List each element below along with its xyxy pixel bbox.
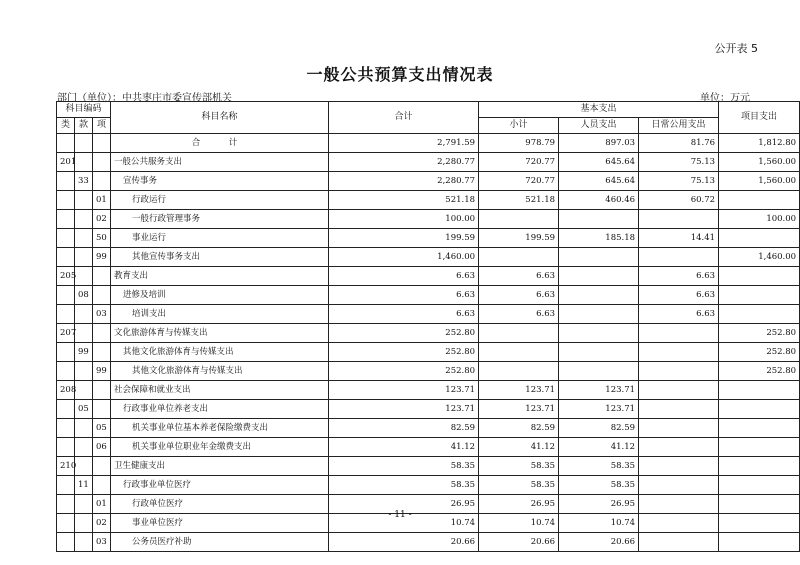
cell-name: 进修及培训 — [111, 286, 329, 305]
cell-name: 行政事业单位医疗 — [111, 476, 329, 495]
cell-project: 1,560.00 — [719, 172, 800, 191]
cell-project — [719, 400, 800, 419]
cell-xiang: 03 — [93, 305, 111, 324]
cell-lei: 205 — [57, 267, 75, 286]
cell-total: 58.35 — [329, 476, 479, 495]
cell-public — [639, 248, 719, 267]
cell-lei — [57, 248, 75, 267]
table-row — [57, 172, 800, 191]
cell-public: 6.63 — [639, 267, 719, 286]
cell-subtotal — [479, 362, 559, 381]
cell-name: 其他宣传事务支出 — [111, 248, 329, 267]
cell-xiang: 02 — [93, 514, 111, 533]
cell-personnel: 185.18 — [559, 229, 639, 248]
cell-kuan — [75, 419, 93, 438]
cell-public: 81.76 — [639, 134, 719, 153]
cell-public — [639, 381, 719, 400]
cell-xiang: 02 — [93, 210, 111, 229]
cell-name: 行政事业单位养老支出 — [111, 400, 329, 419]
cell-project — [719, 229, 800, 248]
cell-name: 行政运行 — [111, 191, 329, 210]
cell-lei — [57, 286, 75, 305]
cell-public — [639, 457, 719, 476]
cell-kuan — [75, 210, 93, 229]
cell-name: 卫生健康支出 — [111, 457, 329, 476]
cell-lei — [57, 438, 75, 457]
cell-total: 2,280.77 — [329, 172, 479, 191]
cell-total: 123.71 — [329, 381, 479, 400]
table-row — [57, 419, 800, 438]
cell-project — [719, 381, 800, 400]
header-kuan: 款 — [75, 118, 93, 134]
cell-xiang — [93, 400, 111, 419]
cell-personnel: 26.95 — [559, 495, 639, 514]
cell-subtotal: 720.77 — [479, 172, 559, 191]
cell-name: 机关事业单位基本养老保险缴费支出 — [111, 419, 329, 438]
cell-project: 100.00 — [719, 210, 800, 229]
cell-xiang: 01 — [93, 495, 111, 514]
cell-name: 一般公共服务支出 — [111, 153, 329, 172]
table-row — [57, 134, 800, 153]
cell-lei: 208 — [57, 381, 75, 400]
header-project: 项目支出 — [719, 102, 800, 134]
cell-name: 公务员医疗补助 — [111, 533, 329, 552]
cell-project — [719, 476, 800, 495]
cell-lei: 210 — [57, 457, 75, 476]
table-row — [57, 324, 800, 343]
cell-subtotal — [479, 343, 559, 362]
cell-lei — [57, 362, 75, 381]
cell-lei — [57, 210, 75, 229]
header-lei: 类 — [57, 118, 75, 134]
cell-lei: 207 — [57, 324, 75, 343]
cell-project: 1,560.00 — [719, 153, 800, 172]
header-name: 科目名称 — [111, 102, 329, 134]
table-row — [57, 400, 800, 419]
cell-xiang — [93, 267, 111, 286]
cell-lei: 201 — [57, 153, 75, 172]
cell-kuan — [75, 229, 93, 248]
cell-public: 60.72 — [639, 191, 719, 210]
cell-xiang — [93, 381, 111, 400]
cell-xiang: 99 — [93, 248, 111, 267]
table-row — [57, 267, 800, 286]
header-personnel: 人员支出 — [559, 118, 639, 134]
cell-subtotal: 123.71 — [479, 381, 559, 400]
cell-total: 6.63 — [329, 305, 479, 324]
cell-project — [719, 267, 800, 286]
cell-subtotal: 58.35 — [479, 476, 559, 495]
cell-public — [639, 400, 719, 419]
cell-project: 252.80 — [719, 362, 800, 381]
cell-name: 教育支出 — [111, 267, 329, 286]
cell-kuan: 33 — [75, 172, 93, 191]
cell-name: 宣传事务 — [111, 172, 329, 191]
cell-public — [639, 362, 719, 381]
cell-public — [639, 476, 719, 495]
cell-personnel — [559, 286, 639, 305]
cell-total: 82.59 — [329, 419, 479, 438]
cell-name: 社会保障和就业支出 — [111, 381, 329, 400]
cell-personnel: 645.64 — [559, 172, 639, 191]
cell-public: 75.13 — [639, 172, 719, 191]
cell-project — [719, 457, 800, 476]
table-row — [57, 305, 800, 324]
cell-lei — [57, 533, 75, 552]
cell-public — [639, 324, 719, 343]
budget-table — [56, 101, 800, 552]
cell-subtotal: 26.95 — [479, 495, 559, 514]
cell-xiang — [93, 324, 111, 343]
cell-public — [639, 210, 719, 229]
table-row — [57, 457, 800, 476]
cell-public: 6.63 — [639, 305, 719, 324]
cell-total: 521.18 — [329, 191, 479, 210]
cell-xiang — [93, 457, 111, 476]
cell-kuan — [75, 457, 93, 476]
cell-total: 252.80 — [329, 362, 479, 381]
table-row — [57, 191, 800, 210]
cell-name: 一般行政管理事务 — [111, 210, 329, 229]
cell-xiang: 50 — [93, 229, 111, 248]
cell-personnel: 58.35 — [559, 457, 639, 476]
cell-kuan: 99 — [75, 343, 93, 362]
cell-subtotal: 41.12 — [479, 438, 559, 457]
cell-personnel — [559, 343, 639, 362]
cell-xiang — [93, 153, 111, 172]
table-row — [57, 286, 800, 305]
table-row — [57, 533, 800, 552]
cell-personnel — [559, 210, 639, 229]
cell-xiang: 06 — [93, 438, 111, 457]
cell-project — [719, 419, 800, 438]
cell-personnel — [559, 305, 639, 324]
cell-xiang: 03 — [93, 533, 111, 552]
cell-total: 10.74 — [329, 514, 479, 533]
cell-project: 1,460.00 — [719, 248, 800, 267]
cell-project — [719, 286, 800, 305]
form-number: 公开表 5 — [714, 42, 758, 55]
cell-xiang: 99 — [93, 362, 111, 381]
cell-name: 其他文化旅游体育与传媒支出 — [111, 362, 329, 381]
cell-personnel: 82.59 — [559, 419, 639, 438]
header-total: 合计 — [329, 102, 479, 134]
cell-public: 6.63 — [639, 286, 719, 305]
department-label: 部门（单位）：中共枣庄市委宣传部机关 — [57, 93, 232, 104]
cell-xiang: 05 — [93, 419, 111, 438]
cell-lei — [57, 419, 75, 438]
cell-total: 1,460.00 — [329, 248, 479, 267]
cell-kuan — [75, 324, 93, 343]
cell-personnel — [559, 267, 639, 286]
cell-personnel: 41.12 — [559, 438, 639, 457]
cell-subtotal: 123.71 — [479, 400, 559, 419]
header-public: 日常公用支出 — [639, 118, 719, 134]
cell-subtotal — [479, 210, 559, 229]
table-row — [57, 438, 800, 457]
cell-subtotal: 20.66 — [479, 533, 559, 552]
cell-subtotal: 978.79 — [479, 134, 559, 153]
cell-total: 199.59 — [329, 229, 479, 248]
cell-kuan — [75, 533, 93, 552]
cell-public: 75.13 — [639, 153, 719, 172]
cell-name: 合 计 — [111, 134, 329, 153]
unit-label: 单位：万元 — [700, 93, 750, 104]
cell-lei — [57, 172, 75, 191]
cell-name: 事业运行 — [111, 229, 329, 248]
cell-subtotal: 6.63 — [479, 286, 559, 305]
cell-total: 252.80 — [329, 324, 479, 343]
cell-lei — [57, 305, 75, 324]
cell-subtotal: 720.77 — [479, 153, 559, 172]
cell-personnel: 20.66 — [559, 533, 639, 552]
cell-personnel: 897.03 — [559, 134, 639, 153]
cell-name: 培训支出 — [111, 305, 329, 324]
cell-kuan — [75, 381, 93, 400]
header-basic: 基本支出 — [479, 102, 719, 118]
cell-kuan — [75, 153, 93, 172]
cell-name: 其他文化旅游体育与传媒支出 — [111, 343, 329, 362]
cell-xiang — [93, 343, 111, 362]
cell-lei — [57, 400, 75, 419]
cell-subtotal: 6.63 — [479, 267, 559, 286]
cell-total: 252.80 — [329, 343, 479, 362]
cell-xiang — [93, 172, 111, 191]
cell-xiang — [93, 286, 111, 305]
cell-kuan — [75, 248, 93, 267]
table-row — [57, 153, 800, 172]
table-row — [57, 362, 800, 381]
cell-personnel — [559, 362, 639, 381]
cell-lei — [57, 191, 75, 210]
cell-project — [719, 438, 800, 457]
cell-xiang — [93, 134, 111, 153]
cell-public: 14.41 — [639, 229, 719, 248]
cell-kuan — [75, 191, 93, 210]
cell-personnel: 460.46 — [559, 191, 639, 210]
page-number: - 11 - — [388, 510, 412, 520]
cell-total: 2,791.59 — [329, 134, 479, 153]
cell-lei — [57, 343, 75, 362]
table-row — [57, 229, 800, 248]
cell-public — [639, 438, 719, 457]
cell-public — [639, 419, 719, 438]
cell-lei — [57, 134, 75, 153]
cell-total: 123.71 — [329, 400, 479, 419]
table-row — [57, 476, 800, 495]
cell-total: 41.12 — [329, 438, 479, 457]
cell-subtotal: 6.63 — [479, 305, 559, 324]
cell-project — [719, 305, 800, 324]
cell-kuan — [75, 267, 93, 286]
cell-kuan: 08 — [75, 286, 93, 305]
header-code-group: 科目编码 — [57, 102, 111, 118]
cell-personnel — [559, 324, 639, 343]
cell-project: 252.80 — [719, 324, 800, 343]
cell-public — [639, 533, 719, 552]
cell-project: 1,812.80 — [719, 134, 800, 153]
cell-total: 6.63 — [329, 267, 479, 286]
cell-total: 100.00 — [329, 210, 479, 229]
table-row — [57, 248, 800, 267]
cell-kuan — [75, 305, 93, 324]
cell-personnel: 58.35 — [559, 476, 639, 495]
cell-subtotal: 10.74 — [479, 514, 559, 533]
cell-name: 文化旅游体育与传媒支出 — [111, 324, 329, 343]
cell-subtotal: 58.35 — [479, 457, 559, 476]
cell-total: 58.35 — [329, 457, 479, 476]
cell-xiang — [93, 476, 111, 495]
cell-kuan: 11 — [75, 476, 93, 495]
header-subtotal: 小计 — [479, 118, 559, 134]
cell-personnel — [559, 248, 639, 267]
cell-personnel: 123.71 — [559, 400, 639, 419]
cell-personnel: 645.64 — [559, 153, 639, 172]
cell-kuan — [75, 362, 93, 381]
cell-public — [639, 343, 719, 362]
cell-xiang: 01 — [93, 191, 111, 210]
cell-project: 252.80 — [719, 343, 800, 362]
table-row — [57, 343, 800, 362]
table-body — [57, 134, 800, 552]
cell-kuan — [75, 438, 93, 457]
cell-name: 事业单位医疗 — [111, 514, 329, 533]
cell-subtotal — [479, 248, 559, 267]
cell-personnel: 123.71 — [559, 381, 639, 400]
cell-project — [719, 191, 800, 210]
page-title: 一般公共预算支出情况表 — [306, 65, 494, 84]
cell-total: 20.66 — [329, 533, 479, 552]
cell-subtotal — [479, 324, 559, 343]
cell-lei — [57, 229, 75, 248]
table-row — [57, 210, 800, 229]
cell-personnel: 10.74 — [559, 514, 639, 533]
cell-total: 2,280.77 — [329, 153, 479, 172]
header-xiang: 项 — [93, 118, 111, 134]
cell-kuan — [75, 134, 93, 153]
cell-subtotal: 521.18 — [479, 191, 559, 210]
cell-subtotal: 82.59 — [479, 419, 559, 438]
cell-name: 机关事业单位职业年金缴费支出 — [111, 438, 329, 457]
cell-lei — [57, 476, 75, 495]
cell-kuan: 05 — [75, 400, 93, 419]
cell-total: 6.63 — [329, 286, 479, 305]
cell-name: 行政单位医疗 — [111, 495, 329, 514]
cell-total: 26.95 — [329, 495, 479, 514]
table-row — [57, 381, 800, 400]
cell-subtotal: 199.59 — [479, 229, 559, 248]
cell-project — [719, 533, 800, 552]
